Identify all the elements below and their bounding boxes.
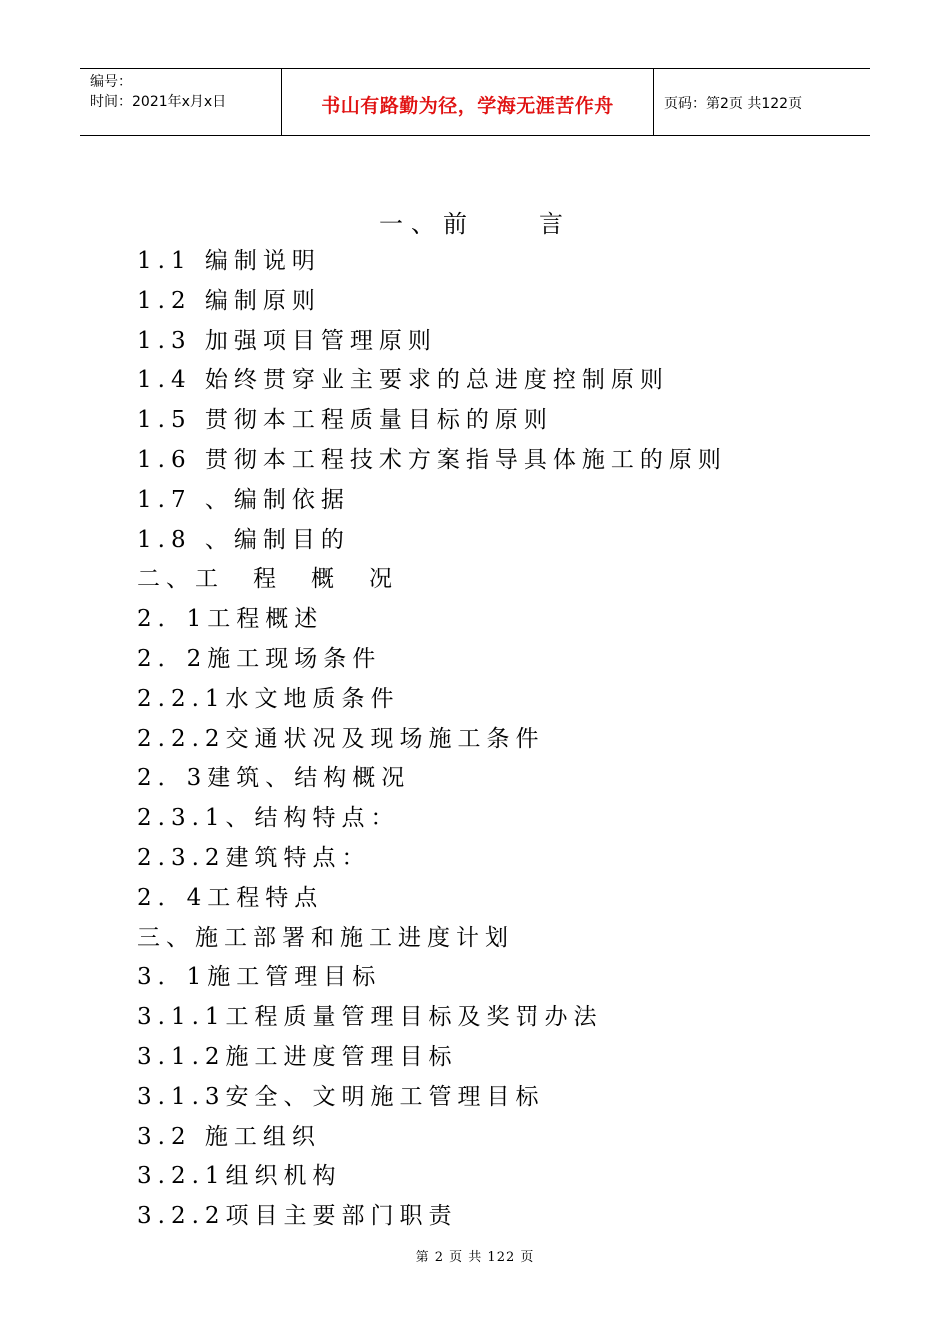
- toc-item: 3.2.2项目主要部门职责: [137, 1203, 458, 1230]
- toc-item: 1.1 编制说明: [137, 248, 321, 274]
- toc-item: 1.5 贯彻本工程质量目标的原则: [137, 407, 553, 434]
- toc-item: 2.3.2建筑特点：: [137, 844, 371, 871]
- toc-item: 1.3 加强项目管理原则: [137, 327, 437, 354]
- toc-item: 2.3.1、结构特点：: [137, 805, 400, 832]
- toc-item: 1.2 编制原则: [137, 287, 321, 314]
- document-header: [80, 68, 870, 136]
- toc-item: 2．2施工现场条件: [137, 645, 382, 672]
- toc-item: 3.2 施工组织: [137, 1123, 321, 1150]
- toc-item: 1.4 始终贯穿业主要求的总进度控制原则: [137, 367, 669, 394]
- toc-item: 2.2.2交通状况及现场施工条件: [137, 725, 545, 752]
- header-page-info: 页码：第2页 共122页: [664, 96, 803, 112]
- toc-item: 2.2.1水文地质条件: [137, 685, 400, 712]
- page-footer: 第 2 页 共 122 页: [415, 1250, 535, 1265]
- header-meta-cell: [80, 69, 282, 135]
- toc-item: 3.1.2施工进度管理目标: [137, 1043, 458, 1070]
- document-number-label: 编号：: [90, 74, 132, 90]
- toc-item: 三、施工部署和施工进度计划: [137, 924, 514, 951]
- toc-item: 1.7 、编制依据: [137, 486, 350, 513]
- header-motto-cell: [282, 69, 654, 135]
- toc-item: 3.2.1组织机构: [137, 1163, 342, 1190]
- toc-item: 2．1工程概述: [137, 606, 324, 633]
- toc-item: 3.1.3安全、文明施工管理目标: [137, 1083, 545, 1110]
- section-title: 一、前 言: [379, 210, 571, 238]
- table-of-contents: [137, 242, 727, 1237]
- document-time-label: 时间：2021年x月x日: [90, 94, 227, 110]
- header-page-cell: [654, 69, 870, 135]
- toc-item: 1.6 贯彻本工程技术方案指导具体施工的原则: [137, 446, 727, 473]
- toc-item: 2．3建筑、结构概况: [137, 765, 411, 792]
- toc-item: 2．4工程特点: [137, 884, 324, 911]
- toc-item: 1.8 、编制目的: [137, 526, 350, 553]
- toc-item: 3．1施工管理目标: [137, 964, 382, 991]
- header-motto: 书山有路勤为径，学海无涯苦作舟: [321, 94, 614, 117]
- toc-item: 3.1.1工程质量管理目标及奖罚办法: [137, 1004, 603, 1031]
- toc-item: 二、工 程 概 况: [137, 566, 398, 593]
